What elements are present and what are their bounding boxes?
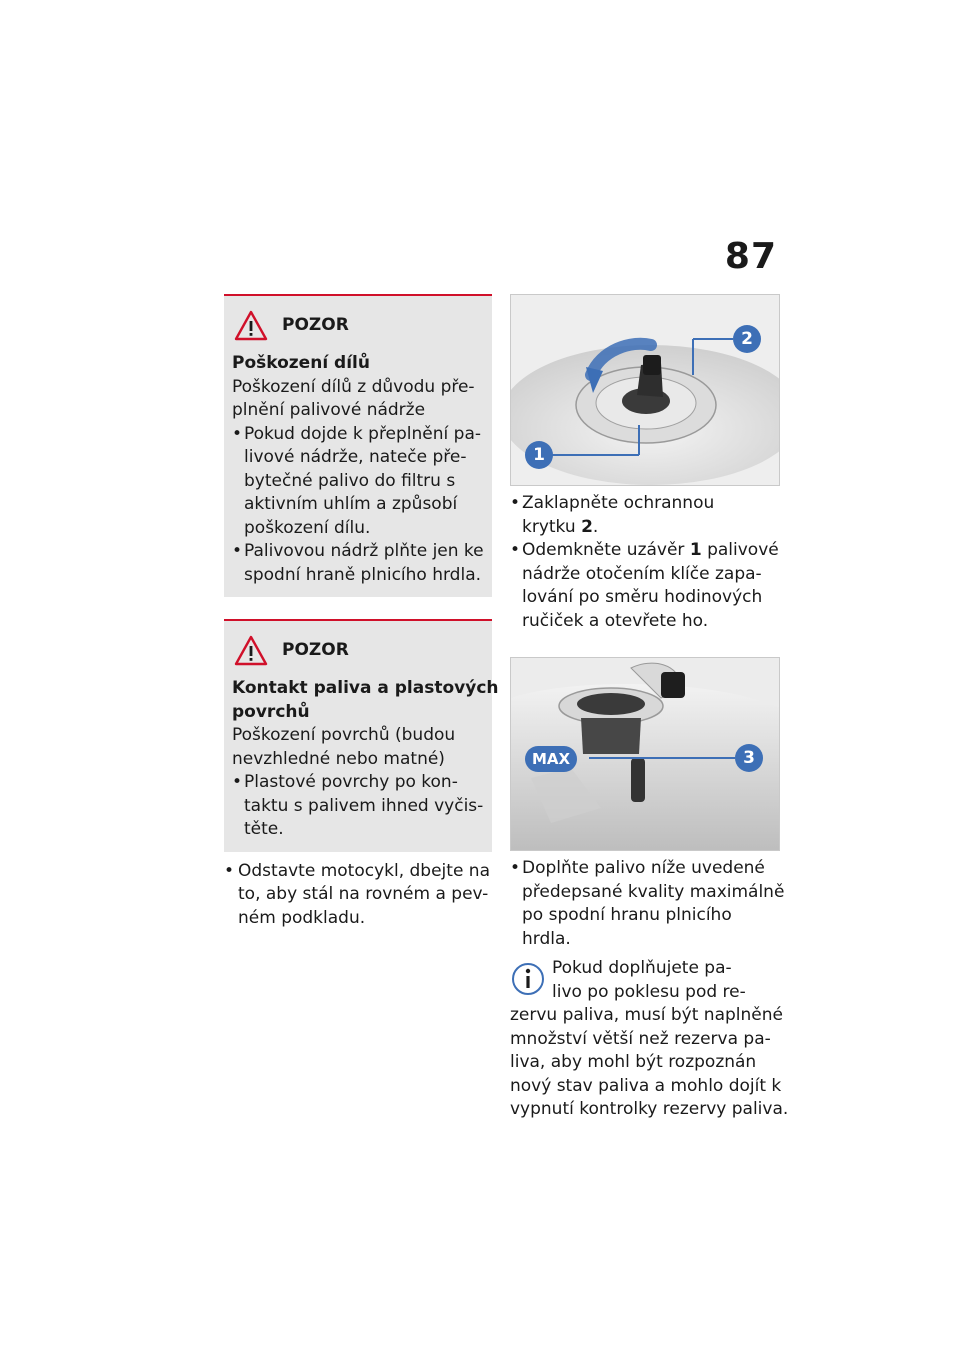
- callout-label: 2: [741, 329, 753, 349]
- note-line: liva, aby mohl být rozpoznán: [510, 1052, 757, 1072]
- figure-fuel-cap-unlock: [510, 294, 780, 486]
- max-label: MAX: [532, 750, 571, 768]
- max-label-badge: [525, 746, 577, 772]
- warning-bullet: [232, 540, 484, 587]
- note-line: vypnutí kontrolky rezervy paliva.: [510, 1099, 789, 1119]
- bullet-line: aktivním uhlím a způsobí: [244, 494, 458, 514]
- warning-box-damage: [224, 294, 492, 597]
- step-line: předepsané kvality maximálně: [522, 881, 785, 902]
- step-line: [522, 539, 780, 563]
- warning-bullet: [232, 423, 484, 541]
- left-steps: [224, 860, 492, 931]
- note-line: livo po poklesu pod re-: [552, 981, 746, 1002]
- warning-box-plastic: [224, 619, 499, 852]
- step-line: lování po směru hodinových: [522, 587, 763, 607]
- warning-title: POZOR: [282, 315, 349, 336]
- step-item: [224, 860, 492, 931]
- info-note: [510, 957, 789, 1122]
- page-number: 87: [724, 236, 777, 277]
- step-item: [510, 492, 780, 539]
- warning-subtitle: povrchů: [232, 701, 310, 722]
- bullet-line: poškození dílu.: [244, 517, 371, 538]
- step-line: • Odstavte motocykl, dbejte na: [238, 860, 490, 881]
- step-line: [522, 516, 780, 540]
- note-line: Pokud doplňujete pa-: [552, 958, 732, 978]
- callout-badge-1: [525, 441, 553, 469]
- step-line: hrdla.: [522, 928, 571, 949]
- warning-text-line: Poškození dílů z důvodu pře-: [232, 376, 475, 397]
- warning-triangle-icon: [234, 635, 268, 667]
- warning-bullets: [232, 423, 484, 588]
- warning-header: [232, 633, 484, 669]
- left-column: [224, 294, 499, 930]
- warning-text-line: Poškození povrchů (budou: [232, 725, 456, 745]
- warning-triangle-icon: [234, 310, 268, 342]
- step-line: ručiček a otevřete ho.: [522, 610, 709, 631]
- bullet-line: taktu s palivem ihned vyčis-: [244, 795, 484, 816]
- step-item: [510, 857, 785, 951]
- warning-subtitle: Poškození dílů: [232, 353, 370, 373]
- bullet-line: • Palivovou nádrž plňte jen ke: [244, 541, 484, 561]
- step-text: Odemkněte uzávěr: [522, 540, 690, 560]
- bullet-line: bytečné palivo do filtru s: [244, 470, 456, 491]
- step-text: palivové: [701, 540, 779, 560]
- warning-header: [232, 308, 484, 344]
- warning-subtitle: Kontakt paliva a plastových: [232, 678, 499, 698]
- warning-title: POZOR: [282, 640, 349, 661]
- warning-bullet: [232, 771, 484, 842]
- step-line: • Zaklapněte ochrannou: [522, 493, 715, 513]
- callout-badge-3: [735, 744, 763, 772]
- callout-label: 1: [533, 445, 545, 465]
- warning-text-line: nevzhledné nebo matné): [232, 748, 445, 769]
- step-line: ném podkladu.: [238, 907, 366, 928]
- steps-after-figure-1: [510, 492, 780, 633]
- note-line: zervu paliva, musí být naplněné: [510, 1005, 783, 1025]
- step-ref-number: 2: [581, 516, 593, 537]
- step-line: to, aby stál na rovném a pev-: [238, 884, 489, 904]
- steps-after-figure-2: [510, 857, 785, 951]
- bullet-line: • Pokud dojde k přeplnění pa-: [244, 423, 482, 444]
- step-ref-number: 1: [689, 540, 702, 560]
- step-text: krytku: [522, 516, 582, 537]
- step-text: .: [592, 516, 599, 537]
- bullet-line: livové nádrže, nateče pře-: [244, 447, 467, 467]
- step-item: [510, 539, 780, 633]
- figure-fuel-max-level: [510, 657, 780, 851]
- warning-bullets: [232, 771, 484, 842]
- bullet-line: spodní hraně plnicího hrdla.: [244, 564, 482, 585]
- right-column: [510, 294, 789, 1122]
- step-line: • Doplňte palivo níže uvedené: [522, 858, 765, 878]
- note-line: množství větší než rezerva pa-: [510, 1028, 771, 1049]
- step-line: po spodní hranu plnicího: [522, 905, 732, 925]
- warning-text-line: plnění palivové nádrže: [232, 400, 426, 420]
- bullet-line: těte.: [244, 819, 284, 839]
- note-line: nový stav paliva a mohlo dojít k: [510, 1075, 782, 1096]
- info-icon: [510, 961, 546, 1001]
- callout-badge-2: [733, 325, 761, 353]
- step-line: nádrže otočením klíče zapa-: [522, 563, 762, 584]
- bullet-line: • Plastové povrchy po kon-: [244, 772, 458, 792]
- callout-label: 3: [743, 748, 755, 768]
